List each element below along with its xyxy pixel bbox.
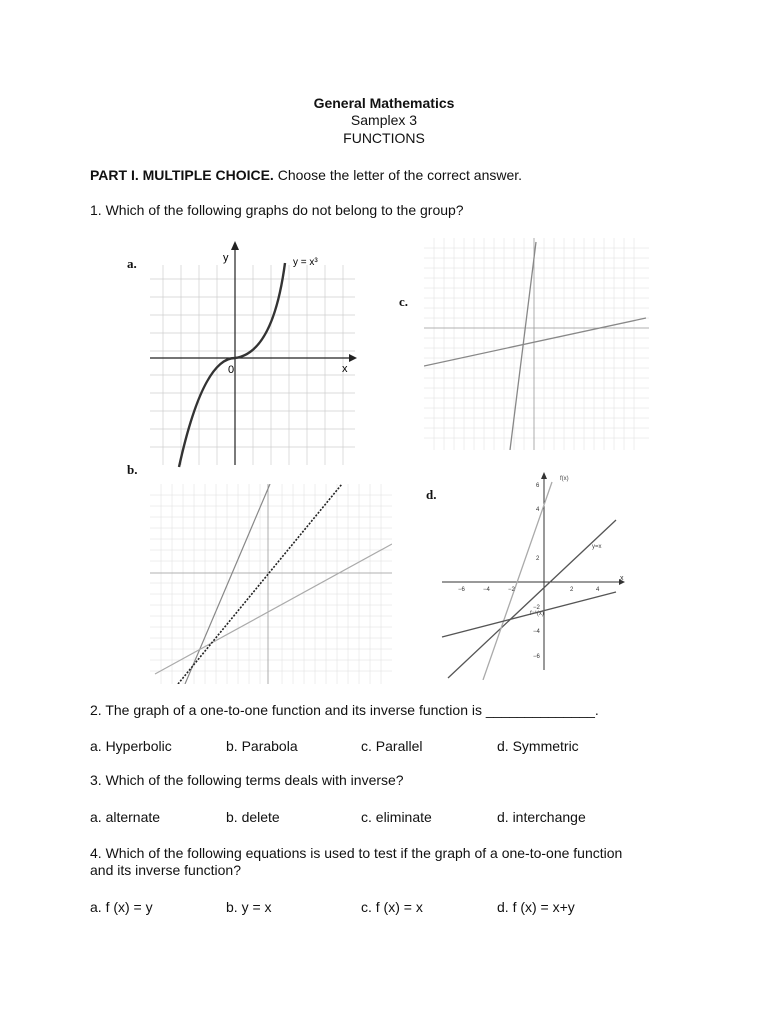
part-one-instruction: Choose the letter of the correct answer. [273,167,523,183]
question-1: 1. Which of the following graphs do not belong to the group? [90,202,464,218]
graph-b-label: b. [127,462,138,477]
question-4-option-d[interactable]: d. f (x) = x+y [497,899,575,915]
question-2-option-a[interactable]: a. Hyperbolic [90,738,172,754]
graph-d-x-ticks [458,587,600,593]
graph-c [424,238,649,450]
graph-d-line-finv [442,592,616,637]
question-2-option-d[interactable]: d. Symmetric [497,738,579,754]
document-subtitle: Samplex 3 [350,112,418,128]
graph-a-x-arrow [349,354,357,362]
graph-d-y-ticks [533,483,541,660]
graph-b-fine-grid [150,484,392,684]
question-4-line-1: 4. Which of the following equations is used to test if the graph of a one-to-one function [90,845,623,861]
part-one-line [90,166,522,184]
graph-a-y-arrow [231,241,239,250]
question-3-option-c[interactable]: c. eliminate [361,809,432,825]
graph-c-fine-grid [424,238,649,450]
graph-d-x-tick: −4 [483,587,490,593]
question-3-option-b[interactable]: b. delete [226,809,280,825]
graph-d-label: d. [426,487,437,502]
question-2-option-c[interactable]: c. Parallel [361,738,423,754]
graph-d-x-tick: −6 [458,587,465,593]
graph-a-origin-label: 0 [228,364,235,376]
graph-d-y-arrow [541,472,547,479]
graph-c-label: c. [399,294,409,309]
question-2: 2. The graph of a one-to-one function and its inverse function is ______________. [90,702,599,718]
document-topic: FUNCTIONS [343,130,425,146]
graph-d-y-tick: −4 [533,629,540,635]
question-4-line-2: and its inverse function? [90,862,241,878]
graph-a-grid [150,265,355,465]
question-4-option-b[interactable]: b. y = x [226,899,272,915]
graph-d [440,470,640,680]
graph-b-line-steep [185,484,270,684]
graph-d-line-fx [483,482,552,680]
graph-c-line-shallow [424,318,646,366]
question-4-option-a[interactable]: a. f (x) = y [90,899,153,915]
question-3-option-a[interactable]: a. alternate [90,809,161,825]
graph-a-curve-label: y = x³ [293,257,318,268]
graph-b [150,484,392,684]
question-4-option-c[interactable]: c. f (x) = x [361,899,423,915]
graph-d-x-tick: −2 [508,587,515,593]
graph-b-line-shallow [155,544,392,674]
graph-d-y-tick: −2 [533,605,540,611]
graph-d-x-tick: 2 [570,587,574,593]
graph-d-y-tick: 6 [536,483,540,489]
question-3-option-d[interactable]: d. interchange [497,809,586,825]
graph-a [145,235,370,470]
graph-d-fx-label: f(x) [560,476,569,482]
graph-a-y-axis-label: y [223,252,229,264]
graph-d-x-tick: 4 [596,587,600,593]
graph-a-label: a. [127,256,137,271]
graph-d-y-tick: −6 [533,654,540,660]
graph-d-y-tick: 4 [536,507,540,513]
graph-d-y-tick: 2 [536,556,540,562]
graph-d-finv-label: f⁻¹(x) [530,611,544,617]
document-title: General Mathematics [313,95,455,111]
part-one-heading: PART I. MULTIPLE CHOICE. [90,167,274,183]
graph-d-x-axis-label: x [620,575,624,582]
graph-d-yx-label: y=x [592,544,602,550]
question-3: 3. Which of the following terms deals with inverse? [90,772,404,788]
graph-a-x-axis-label: x [342,363,348,375]
question-2-option-b[interactable]: b. Parabola [226,738,298,754]
